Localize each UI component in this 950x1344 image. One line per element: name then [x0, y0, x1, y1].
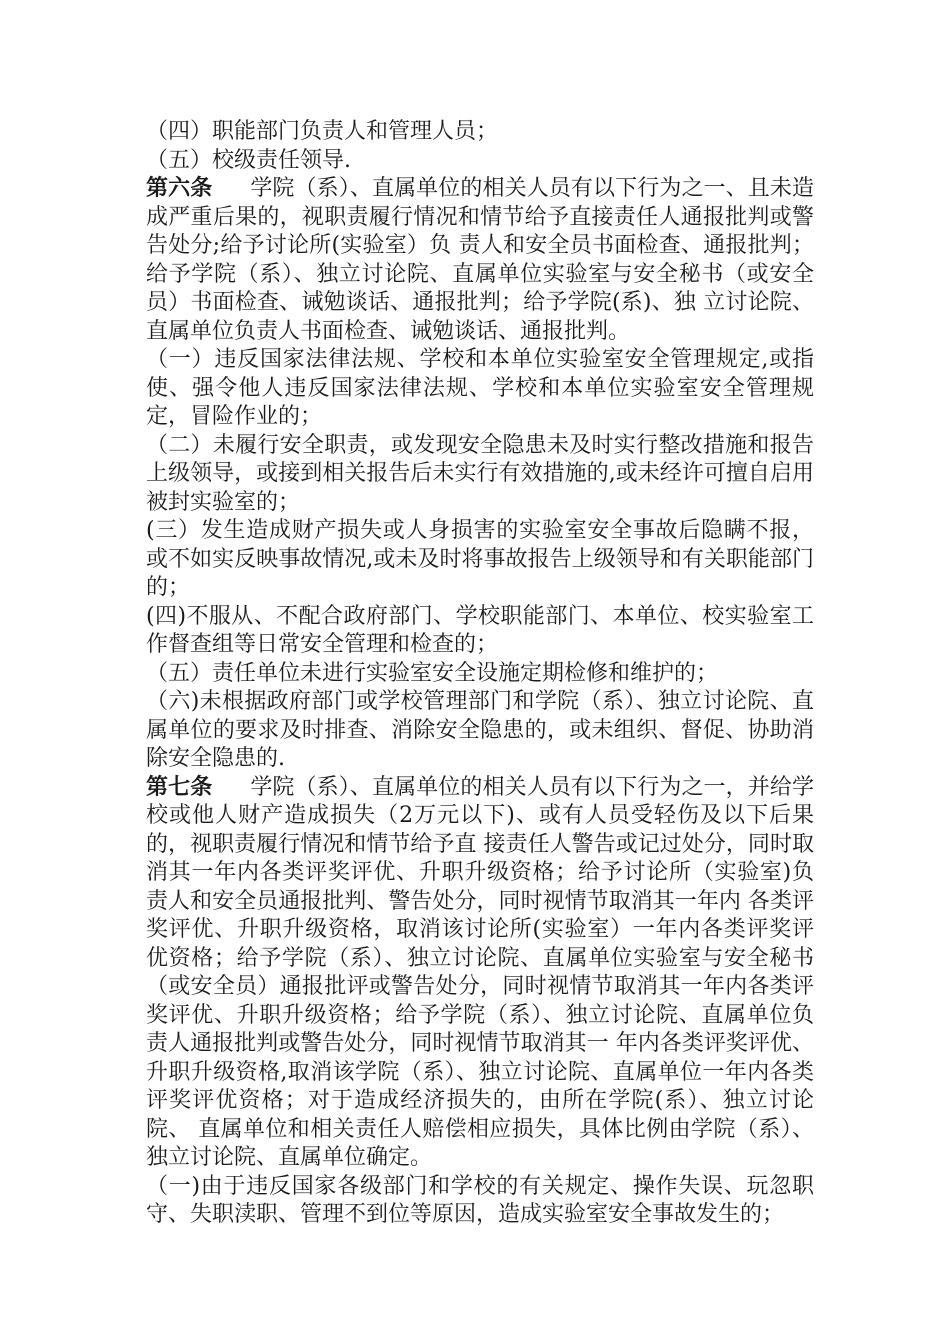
- clause-text: (四)不服从、不配合政府部门、学校职能部门、本单位、校实验室工作督查组等日常安全管理和检查的；: [146, 603, 814, 657]
- article-text: 学院（系）、直属单位的相关人员有以下行为之一、且未造成严重后果的，视职责履行情况和情节给予直接责任人通报批判或警告处分;给予讨论所(实验室）负 责人和安全员书面检查、通报批判；给予学院（系）、独立讨论院、直属单位实验室与安全秘书（或安全员）书面检查、诫勉谈话、通报批判；给予学院(系)、独 立讨论院、直属单位负责人书面检查、诫勉谈话、通报批判。: [146, 176, 814, 344]
- article-label: 第七条: [146, 774, 213, 800]
- article-six-clause-2: [146, 432, 814, 518]
- article-text: 学院（系）、直属单位的相关人员有以下行为之一，并给学校或他人财产造成损失（2万元以下)、或有人员受轻伤及以下后果的，视职责履行情况和情节给予直 接责任人警告或记过处分，同时取消其一年内各类评奖评优、升职升级资格；给予讨论所（实验室)负责人和安全员通报批判、警告处分，同时视情节取消其一年内 各类评奖评优、升职升级资格，取消该讨论所(实验室）一年内各类评奖评优资格；给予学院（系）、独立讨论院、直属单位实验室与安全秘书（或安全员）通报批评或警告处分，同时视情节取消其一年内各类评奖评优、升职升级资格；给予学院（系）、独立讨论院、直属单位负责人通报批判或警告处分，同时视情节取消其一 年内各类评奖评优、升职升级资格,取消该学院（系）、独立讨论院、直属单位一年内各类评奖评优资格；对于造成经济损失的，由所在学院(系）、独立讨论院、 直属单位和相关责任人赔偿相应损失，具体比例由学院（系）、独立讨论院、直属单位确定。: [146, 774, 814, 1170]
- article-six-clause-3: [146, 517, 814, 603]
- clause-text: (三）发生造成财产损失或人身损害的实验室安全事故后隐瞒不报，或不如实反映事故情况,或未及时将事故报告上级领导和有关职能部门的；: [146, 518, 814, 600]
- paragraph-text: （五）校级责任领导.: [146, 147, 351, 173]
- document-body: [146, 118, 814, 1230]
- article-six-clause-4: [146, 603, 814, 660]
- article-six-clause-6: [146, 688, 814, 774]
- article-six: [146, 175, 814, 346]
- clause-text: （一)由于违反国家各级部门和学校的有关规定、操作失误、玩忽职守、失职渎职、管理不到位等原因，造成实验室安全事故发生的；: [146, 1173, 814, 1227]
- article-six-clause-5: [146, 660, 814, 689]
- article-seven-clause-1: [146, 1173, 814, 1230]
- paragraph-item-4: [146, 118, 814, 147]
- paragraph-text: （四）职能部门负责人和管理人员；: [146, 119, 499, 144]
- clause-text: （五）责任单位未进行实验室安全设施定期检修和维护的；: [146, 660, 719, 686]
- article-six-clause-1: [146, 346, 814, 432]
- paragraph-item-5: [146, 147, 814, 176]
- clause-text: （一）违反国家法律法规、学校和本单位实验室安全管理规定,或指使、强令他人违反国家法律法规、学校和本单位实验室安全管理规定，冒险作业的；: [146, 347, 814, 429]
- article-seven: [146, 774, 814, 1173]
- article-label: 第六条: [146, 176, 213, 201]
- clause-text: （二）未履行安全职责，或发现安全隐患未及时实行整改措施和报告上级领导，或接到相关报告后未实行有效措施的,或未经许可擅自启用被封实验室的；: [146, 432, 814, 515]
- clause-text: （六)未根据政府部门或学校管理部门和学院（系）、独立讨论院、直属单位的要求及时排查、消除安全隐患的，或未组织、督促、协助消除安全隐患的.: [146, 689, 814, 771]
